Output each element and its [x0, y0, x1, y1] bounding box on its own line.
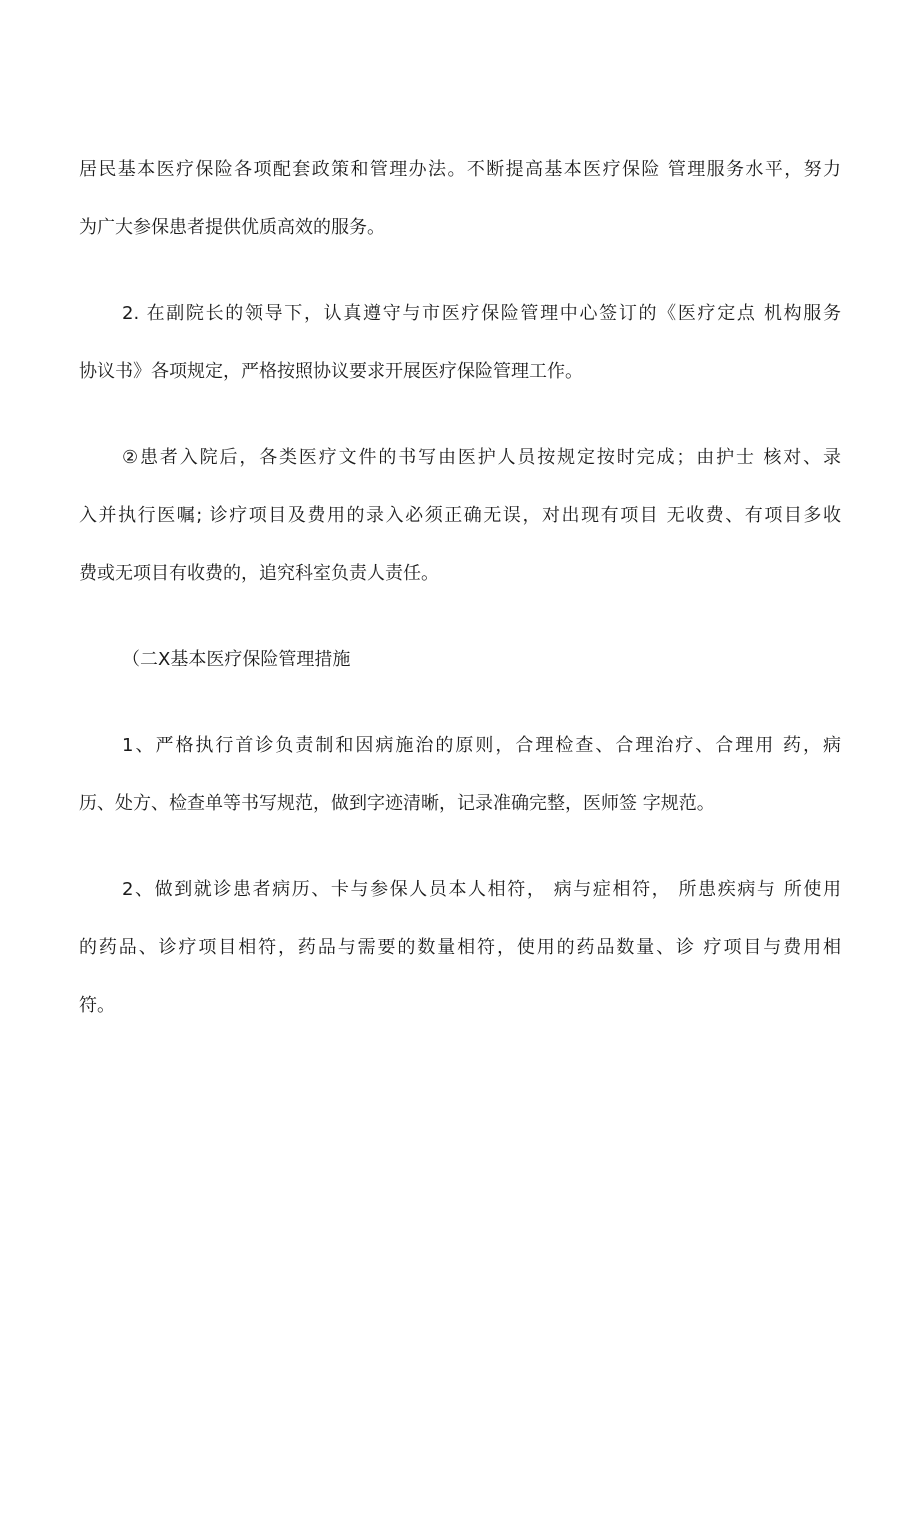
paragraph-1-line-2: 为广大参保患者提供优质高效的服务。 [79, 217, 385, 238]
paragraph-5-line-2: 历、处方、检查单等书写规范，做到字迹清晰，记录准确完整，医师签 字规范。 [79, 793, 715, 814]
paragraph-6-line-2: 的药品、诊疗项目相符，药品与需要的数量相符，使用的药品数量、诊 疗项目与费用相 [79, 937, 841, 958]
paragraph-3-line-2: 入并执行医嘱; 诊疗项目及费用的录入必须正确无误，对出现有项目 无收费、有项目多收 [79, 505, 841, 526]
paragraph-6-line-3: 符。 [79, 995, 115, 1016]
paragraph-2-line-2: 协议书》各项规定，严格按照协议要求开展医疗保险管理工作。 [79, 361, 583, 382]
paragraph-6-line-1: 2、做到就诊患者病历、卡与参保人员本人相符， 病与症相符， 所患疾病与 所使用 [122, 879, 841, 900]
paragraph-5-line-1: 1、严格执行首诊负责制和因病施治的原则，合理检查、合理治疗、合理用 药，病 [122, 735, 841, 756]
paragraph-3-line-3: 费或无项目有收费的，追究科室负责人责任。 [79, 563, 439, 584]
section-heading: （二X基本医疗保险管理措施 [122, 649, 351, 670]
paragraph-3-line-1: ②患者入院后，各类医疗文件的书写由医护人员按规定按时完成；由护士 核对、录 [122, 447, 841, 468]
paragraph-1-line-1: 居民基本医疗保险各项配套政策和管理办法。不断提高基本医疗保险 管理服务水平，努力 [79, 159, 841, 180]
paragraph-2-line-1: 2. 在副院长的领导下，认真遵守与市医疗保险管理中心签订的《医疗定点 机构服务 [122, 303, 841, 324]
